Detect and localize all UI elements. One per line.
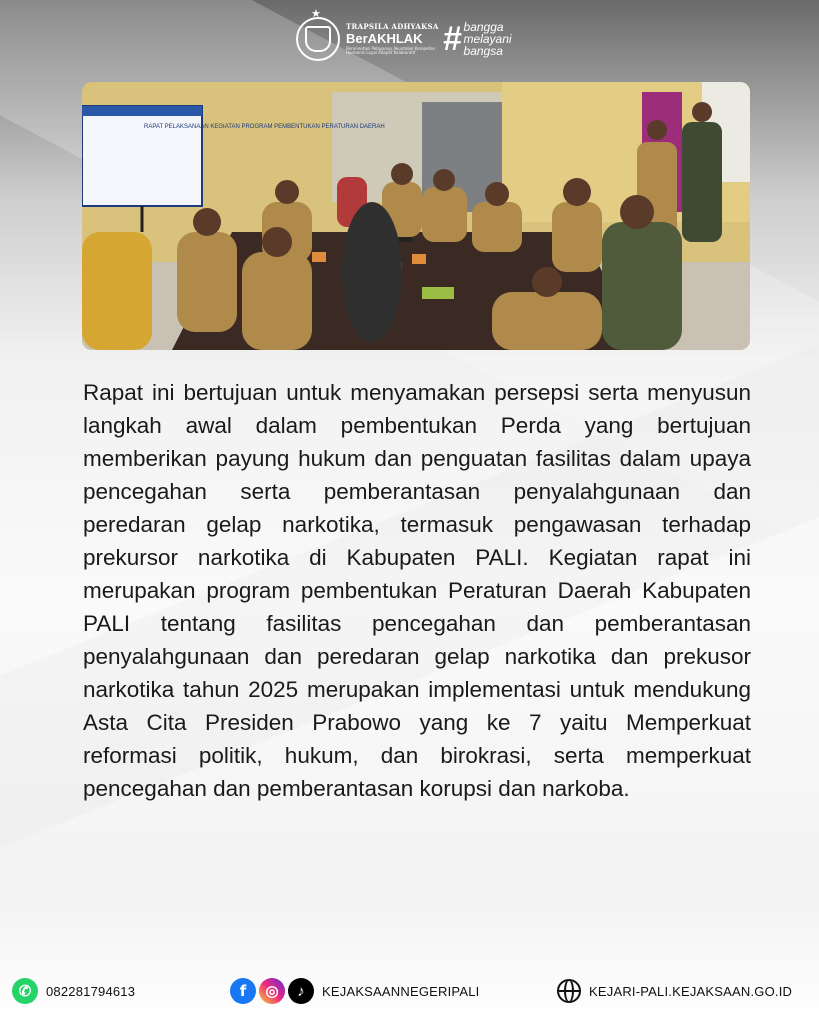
phone-contact[interactable] [12, 974, 135, 1008]
website-link[interactable] [557, 974, 792, 1008]
tiktok-icon[interactable]: ♪ [288, 978, 314, 1004]
whatsapp-icon: ✆ [12, 978, 38, 1004]
tagline: bangga melayani bangsa [463, 20, 512, 58]
footer-contact-bar [0, 974, 819, 1008]
facebook-icon[interactable]: f [230, 978, 256, 1004]
article-body: Rapat ini bertujuan untuk menyamakan persepsi serta menyusun langkah awal dalam pembentukan Perda yang bertujuan memberikan payung hukum dan penguatan fasilitas dalam upaya pencegahan serta pemberantasan penyalahgunaan dan peredaran gelap narkotika, termasuk pengawasan terhadap prekursor narkotika di Kabupaten PALI. Kegiatan rapat ini merupakan program pembentukan Peraturan Daerah Kabupaten PALI tentang fasilitas pencegahan dan pemberantasan penyalahgunaan dan peredaran gelap narkotika dan prekusor narkotika tahun 2025 merupakan implementasi untuk mendukung Asta Cita Presiden Prabowo yang ke 7 yaitu Memperkuat reformasi politik, hukum, dan birokrasi, serta memperkuat pencegahan dan pemberantasan korupsi dan narkoba. [83, 380, 751, 801]
logo-main-text: BerAKHLAK [346, 31, 423, 46]
projector-text: RAPAT PELAKSANAAN KEGIATAN PROGRAM PEMBENTUKAN PERATURAN DAERAH [144, 124, 385, 130]
kejaksaan-emblem-icon: ★ [296, 17, 340, 61]
berakhlak-logo [346, 23, 439, 55]
social-contact[interactable] [230, 974, 479, 1008]
phone-number: 082281794613 [46, 983, 136, 999]
hashtag-icon: # [442, 20, 462, 58]
website-url: KEJARI-PALI.KEJAKSAAN.GO.ID [589, 983, 793, 999]
instagram-icon[interactable]: ◎ [259, 978, 285, 1004]
meeting-photo [82, 82, 750, 350]
logo-top-text: TRAPSILA ADHYAKSA [346, 22, 439, 31]
globe-icon [557, 979, 581, 1003]
header-logo-bar [296, 7, 528, 64]
social-handle: KEJAKSAANNEGERIPALI [322, 983, 480, 999]
logo-sub-text: Berorientasi Pelayanan Akuntabel Kompeten Harmonis Loyal Adaptif Kolaboratif [346, 46, 436, 55]
